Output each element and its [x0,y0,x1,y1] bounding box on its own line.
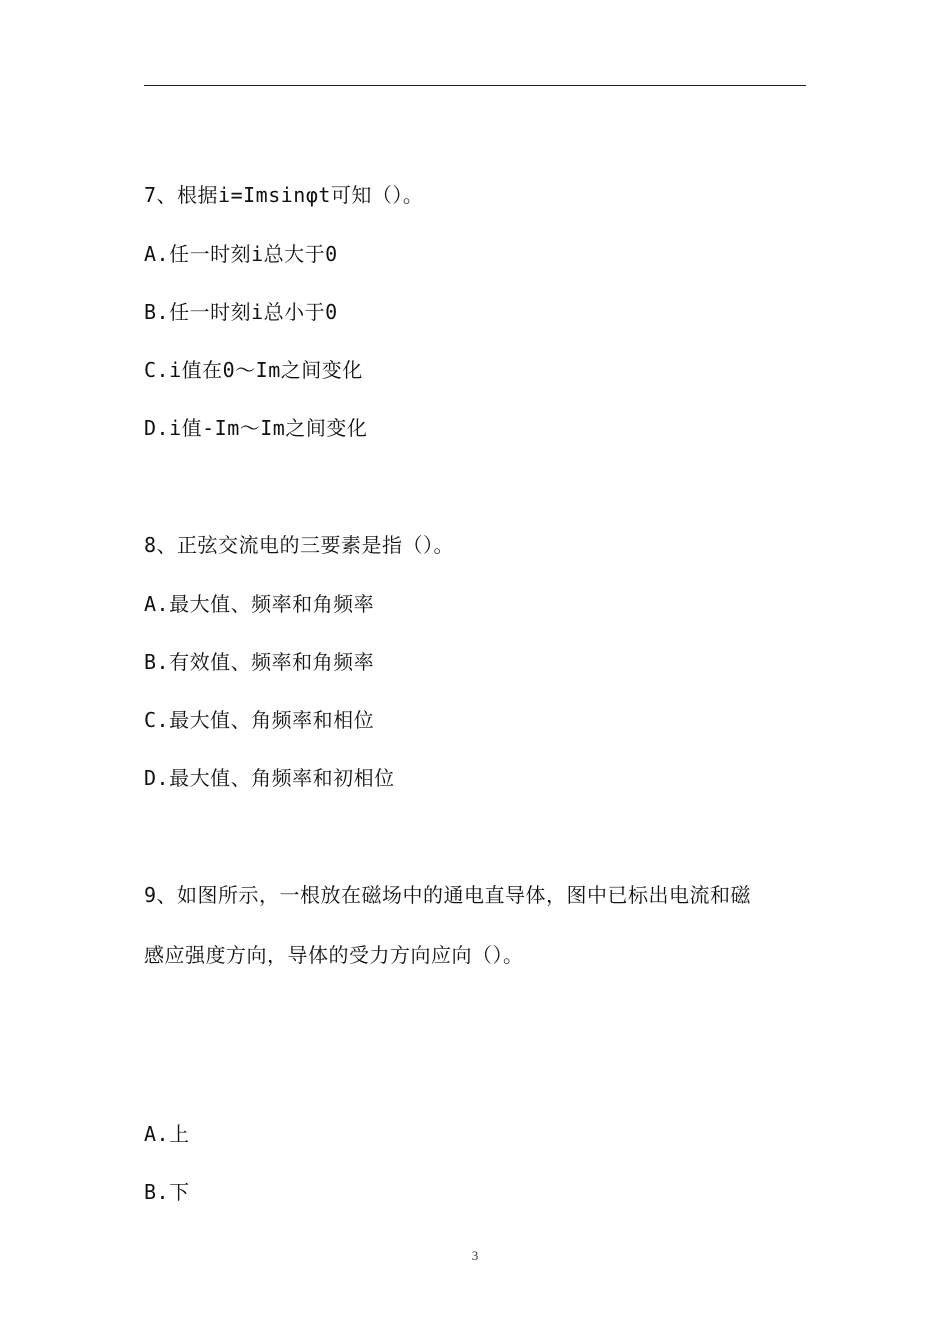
question-7-option-b: B.任一时刻i总小于0 [144,300,338,324]
question-8-option-a: A.最大值、频率和角频率 [144,592,375,616]
question-8-option-d: D.最大值、角频率和初相位 [144,766,395,790]
question-9-stem-line-1: 9、如图所示，一根放在磁场中的通电直导体，图中已标出电流和磁 [144,883,752,907]
question-9-option-b: B.下 [144,1180,190,1204]
question-8-stem: 8、正弦交流电的三要素是指（）。 [144,533,455,557]
question-7-option-c: C.i值在0～Im之间变化 [144,358,363,382]
question-8-option-c: C.最大值、角频率和相位 [144,708,375,732]
question-7-option-a: A.任一时刻i总大于0 [144,242,338,266]
page-number: 3 [471,1248,479,1263]
question-8-option-b: B.有效值、频率和角频率 [144,650,375,674]
question-7-option-d: D.i值-Im～Im之间变化 [144,416,368,440]
question-9-option-a: A.上 [144,1122,190,1146]
question-9-stem-line-2: 感应强度方向，导体的受力方向应向（）。 [144,943,524,967]
question-7-stem: 7、根据i=Imsinφt可知（）。 [144,183,424,207]
header-rule [144,85,806,86]
